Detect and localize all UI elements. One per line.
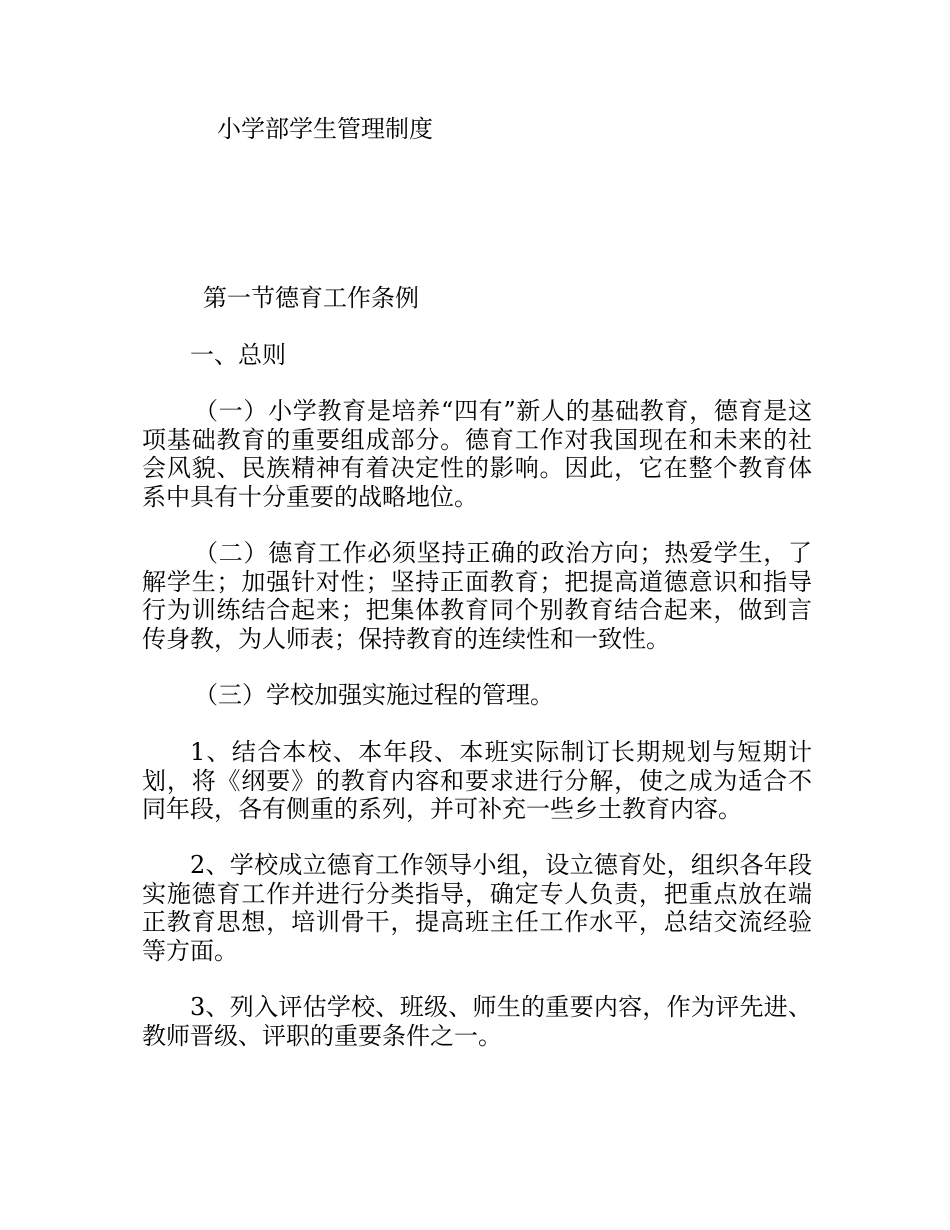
paragraph-1: （一）小学教育是培养“四有”新人的基础教育，德育是这项基础教育的重要组成部分。德育工作对我国现在和未来的社会风貌、民族精神有着决定性的影响。因此，它在整个教育体系中具有十分重要的战略地位。 (142, 397, 812, 511)
paragraph-5: 2、学校成立德育工作领导小组，设立德育处，组织各年段实施德育工作并进行分类指导，确定专人负责，把重点放在端正教育思想，培训骨干，提高班主任工作水平，总结交流经验等方面。 (142, 851, 812, 965)
paragraph-3: （三）学校加强实施过程的管理。 (194, 681, 554, 709)
document-title: 小学部学生管理制度 (217, 115, 433, 143)
section-title: 第一节德育工作条例 (203, 284, 419, 312)
paragraph-2: （二）德育工作必须坚持正确的政治方向；热爱学生，了解学生；加强针对性；坚持正面教育；把提高道德意识和指导行为训练结合起来；把集体教育同个别教育结合起来，做到言传身教，为人师表；保持教育的连续性和一致性。 (142, 539, 812, 653)
paragraph-6: 3、列入评估学校、班级、师生的重要内容，作为评先进、教师晋级、评职的重要条件之一。 (142, 993, 812, 1050)
subheading: 一、总则 (190, 341, 286, 369)
paragraph-4: 1、结合本校、本年段、本班实际制订长期规划与短期计划，将《纲要》的教育内容和要求进行分解，使之成为适合不同年段，各有侧重的系列，并可补充一些乡土教育内容。 (142, 738, 812, 823)
